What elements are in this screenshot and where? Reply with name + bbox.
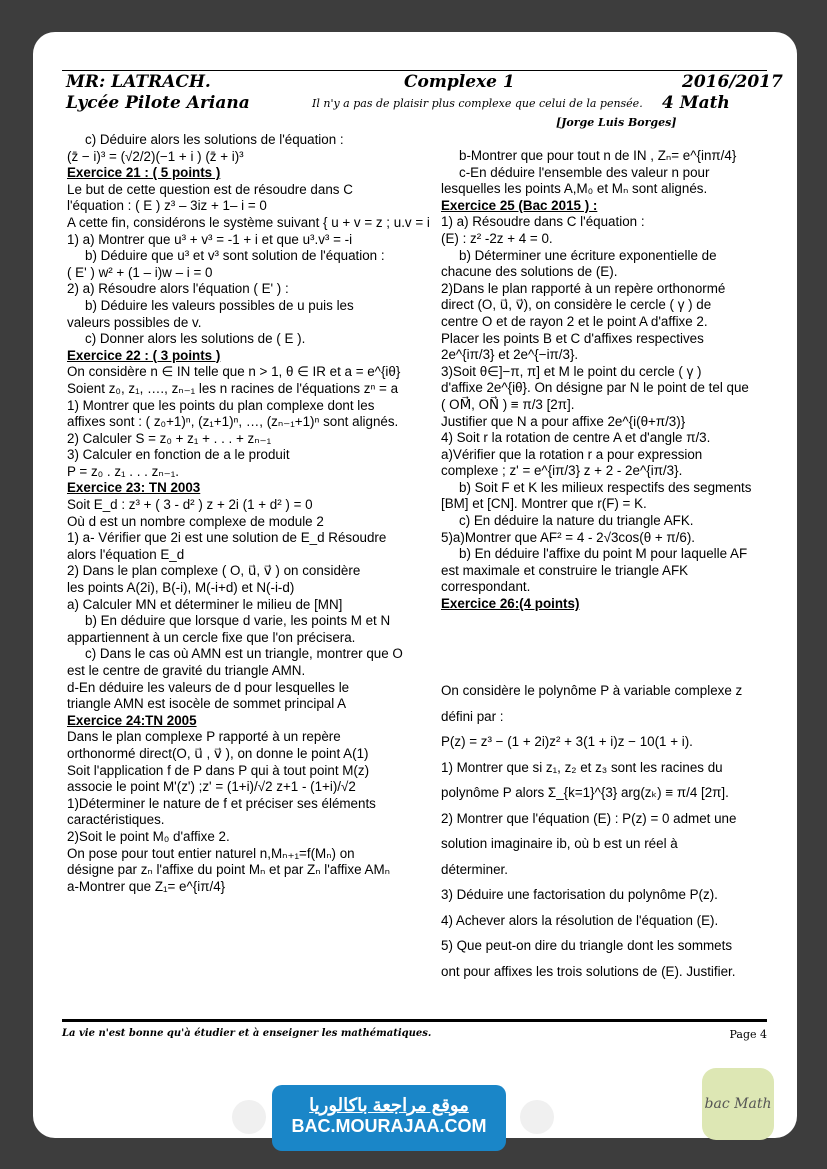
right-line: c-En déduire l'ensemble des valeur n pour: [459, 164, 710, 180]
right2-line: 1) Montrer que si z₁, z₂ et z₃ sont les racines du: [441, 759, 723, 775]
exercise-title: Exercice 24:TN 2005: [67, 712, 197, 728]
left-line: P = z₀ . z₁ . . . zₙ₋₁.: [67, 463, 179, 479]
exercise-title: Exercice 23: TN 2003: [67, 480, 201, 496]
exercise-title: Exercice 21 : ( 5 points ): [67, 165, 221, 181]
banner-arabic: موقع مراجعة باكالوريا: [309, 1095, 469, 1115]
footer-rule: [62, 1019, 767, 1022]
left-line: 2) a) Résoudre alors l'équation ( E' ) :: [67, 281, 289, 297]
left-line: alors l'équation E_d: [67, 546, 185, 562]
bac-math-logo: bac Math: [702, 1068, 774, 1140]
right-line: 3)Soit θ∈]−π, π] et M le point du cercle ( γ ): [441, 363, 702, 379]
left-line: 1) a) Montrer que u³ + v³ = -1 + i et que u³.v³ = -i: [67, 231, 353, 247]
author: MR: LATRACH.: [66, 72, 211, 92]
right-line: complexe ; z' = e^{iπ/3} z + 2 - 2e^{iπ/3}.: [441, 463, 683, 479]
subject: Complexe 1: [404, 72, 515, 92]
right-line: Placer les points B et C d'affixes respectives: [441, 330, 704, 346]
right2-line: 3) Déduire une factorisation du polynôme P(z).: [441, 887, 718, 902]
left-line: Soient z₀, z₁, …., zₙ₋₁ les n racines de l'équations zⁿ = a: [67, 380, 399, 396]
right-line: lesquelles les points A,M₀ et Mₙ sont alignés.: [441, 181, 708, 197]
left-line: c) Donner alors les solutions de ( E ).: [85, 331, 306, 347]
left-line: c) Dans le cas où AMN est un triangle, montrer que O: [85, 646, 403, 662]
left-line: a-Montrer que Z₁= e^{iπ/4}: [67, 878, 226, 894]
left-line: ( E' ) w² + (1 – i)w – i = 0: [67, 264, 213, 280]
exercise-26-body: [441, 678, 742, 984]
left-line: c) Déduire alors les solutions de l'équation :: [85, 132, 344, 147]
right2-line: polynôme P alors Σ_{k=1}^{3} arg(zₖ) ≡ π/4 [2π].: [441, 785, 729, 800]
left-line: 1) Montrer que les points du plan complexe dont les: [67, 397, 375, 413]
left-line: triangle AMN est isocèle de sommet principal A: [67, 696, 347, 712]
right2-line: 2) Montrer que l'équation (E) : P(z) = 0 admet une: [441, 810, 737, 826]
school: Lycée Pilote Ariana: [66, 93, 250, 113]
left-line: 1) a- Vérifier que 2i est une solution de E_d Résoudre: [67, 530, 387, 546]
right-line: 5)a)Montrer que AF² = 4 - 2√3cos(θ + π/6).: [441, 529, 696, 545]
right-line: b) Soit F et K les milieux respectifs des segments: [459, 479, 752, 495]
left-line: 2) Dans le plan complexe ( O, u⃗, v⃗ ) on considère: [67, 563, 361, 579]
left-line: valeurs possibles de v.: [67, 314, 202, 330]
banner-url[interactable]: BAC.MOURAJAA.COM: [291, 1116, 487, 1136]
right-line: correspondant.: [441, 579, 531, 595]
right-line: (E) : z² -2z + 4 = 0.: [441, 230, 553, 246]
left-line: caractéristiques.: [67, 812, 165, 828]
left-line: les points A(2i), B(-i), M(-i+d) et N(-i-d): [67, 580, 295, 596]
left-line: 2) Calculer S = z₀ + z₁ + . . . + zₙ₋₁: [67, 430, 272, 446]
right2-line: ont pour affixes les trois solutions de (E). Justifier.: [441, 963, 736, 979]
left-line: 1)Déterminer le nature de f et préciser ses éléments: [67, 795, 376, 811]
left-line: affixes sont : ( z₀+1)ⁿ, (z₁+1)ⁿ, …, (zₙ₋₁+1)ⁿ sont alignés.: [67, 414, 399, 430]
right-line: b) Déterminer une écriture exponentielle de: [459, 247, 717, 263]
left-line: d-En déduire les valeurs de d pour lesquelles le: [67, 679, 350, 695]
right-line: chacune des solutions de (E).: [441, 264, 618, 280]
right2-line: défini par :: [441, 708, 504, 724]
footer-motto: La vie n'est bonne qu'à étudier et à enseigner les mathématiques.: [62, 1028, 432, 1039]
right-column: [441, 148, 751, 613]
right-line: direct (O, u⃗, v⃗), on considère le cercle ( γ ) de: [441, 297, 712, 313]
left-line: Où d est un nombre complexe de module 2: [67, 513, 324, 529]
right-line: ( OM⃗, ON⃗ ) ≡ π/3 [2π].: [441, 396, 575, 412]
right-line: 2e^{iπ/3} et 2e^{−iπ/3}.: [441, 347, 579, 363]
left-line: 2)Soit le point M₀ d'affixe 2.: [67, 828, 230, 844]
left-line: Dans le plan complexe P rapporté à un repère: [67, 729, 341, 745]
page-number: Page 4: [729, 1028, 767, 1041]
right-line: Justifier que N a pour affixe 2e^{i(θ+π/3)}: [441, 413, 686, 429]
exercise-title: Exercice 25 (Bac 2015 ) :: [441, 197, 598, 213]
right-line: [BM] et [CN]. Montrer que r(F) = K.: [441, 496, 647, 512]
left-line: (z̄ − i)³ = (√2/2)(−1 + i ) (z̄ + i)³: [67, 148, 244, 164]
left-line: b) Déduire les valeurs possibles de u puis les: [85, 297, 354, 313]
right-line: centre O et de rayon 2 et le point A d'affixe 2.: [441, 313, 708, 329]
left-line: associe le point M'(z') ;z' = (1+i)/√2 z+1 - (1+i)/√2: [67, 779, 356, 795]
left-column: [67, 132, 430, 895]
left-line: désigne par zₙ l'affixe du point Mₙ et par Zₙ l'affixe AMₙ: [67, 862, 390, 878]
right-line: 2)Dans le plan rapporté à un repère orthonormé: [441, 280, 726, 296]
left-line: Soit E_d : z³ + ( 3 - d² ) z + 2i (1 + d² ) = 0: [67, 497, 313, 513]
left-line: 3) Calculer en fonction de a le produit: [67, 447, 290, 463]
level: 4 Math: [662, 93, 730, 113]
school-logo-icon: [232, 1100, 266, 1134]
left-line: appartiennent à un cercle fixe que l'on précisera.: [67, 629, 356, 645]
right2-line: déterminer.: [441, 861, 508, 877]
left-line: b) En déduire que lorsque d varie, les points M et N: [85, 613, 391, 629]
left-line: Soit l'application f de P dans P qui à tout point M(z): [67, 762, 370, 778]
right-line: est maximale et construire le triangle AFK: [441, 562, 689, 578]
right2-line: solution imaginaire ib, où b est un réel à: [441, 836, 678, 851]
left-line: On pose pour tout entier naturel n,Mₙ₊₁=f(Mₙ) on: [67, 845, 355, 861]
left-line: b) Déduire que u³ et v³ sont solution de l'équation :: [85, 248, 385, 264]
left-line: A cette fin, considérons le système suivant { u + v = z ; u.v = i: [67, 214, 430, 230]
exercise-title: Exercice 26:(4 points): [441, 596, 580, 612]
left-line: orthonormé direct(O, u⃗ , v⃗ ), on donne le point A(1): [67, 745, 369, 761]
right-line: b) En déduire l'affixe du point M pour laquelle AF: [459, 546, 748, 562]
quote: Il n'y a pas de plaisir plus complexe que celui de la pensée.: [312, 97, 643, 110]
exercise-title: Exercice 22 : ( 3 points ): [67, 347, 221, 363]
right2-line: On considère le polynôme P à variable complexe z: [441, 683, 743, 698]
school-logo-icon: [520, 1100, 554, 1134]
right2-line: 5) Que peut-on dire du triangle dont les sommets: [441, 938, 733, 953]
right-line: b-Montrer que pour tout n de IN , Zₙ= e^{inπ/4}: [459, 148, 737, 163]
right-line: 1) a) Résoudre dans C l'équation :: [441, 214, 645, 230]
left-line: l'équation : ( E ) z³ – 3iz + 1– i = 0: [67, 198, 267, 214]
left-line: On considère n ∈ IN telle que n > 1, θ ∈ IR et a = e^{iθ}: [67, 364, 401, 380]
right-line: c) En déduire la nature du triangle AFK.: [459, 513, 694, 529]
right2-line: 4) Achever alors la résolution de l'équation (E).: [441, 912, 719, 928]
right-line: 4) Soit r la rotation de centre A et d'angle π/3.: [441, 430, 711, 446]
left-line: est le centre de gravité du triangle AMN.: [67, 663, 306, 678]
right-line: d'affixe 2e^{iθ}. On désigne par N le point de tel que: [441, 380, 749, 396]
right-line: a)Vérifier que la rotation r a pour expression: [441, 446, 703, 462]
year: 2016/2017: [682, 72, 783, 92]
left-line: Le but de cette question est de résoudre dans C: [67, 181, 353, 197]
right2-line: P(z) = z³ − (1 + 2i)z² + 3(1 + i)z − 10(1 + i).: [441, 734, 693, 749]
left-line: a) Calculer MN et déterminer le milieu de [MN]: [67, 596, 343, 612]
quote-author: [Jorge Luis Borges]: [556, 116, 677, 129]
site-banner[interactable]: [272, 1085, 506, 1151]
